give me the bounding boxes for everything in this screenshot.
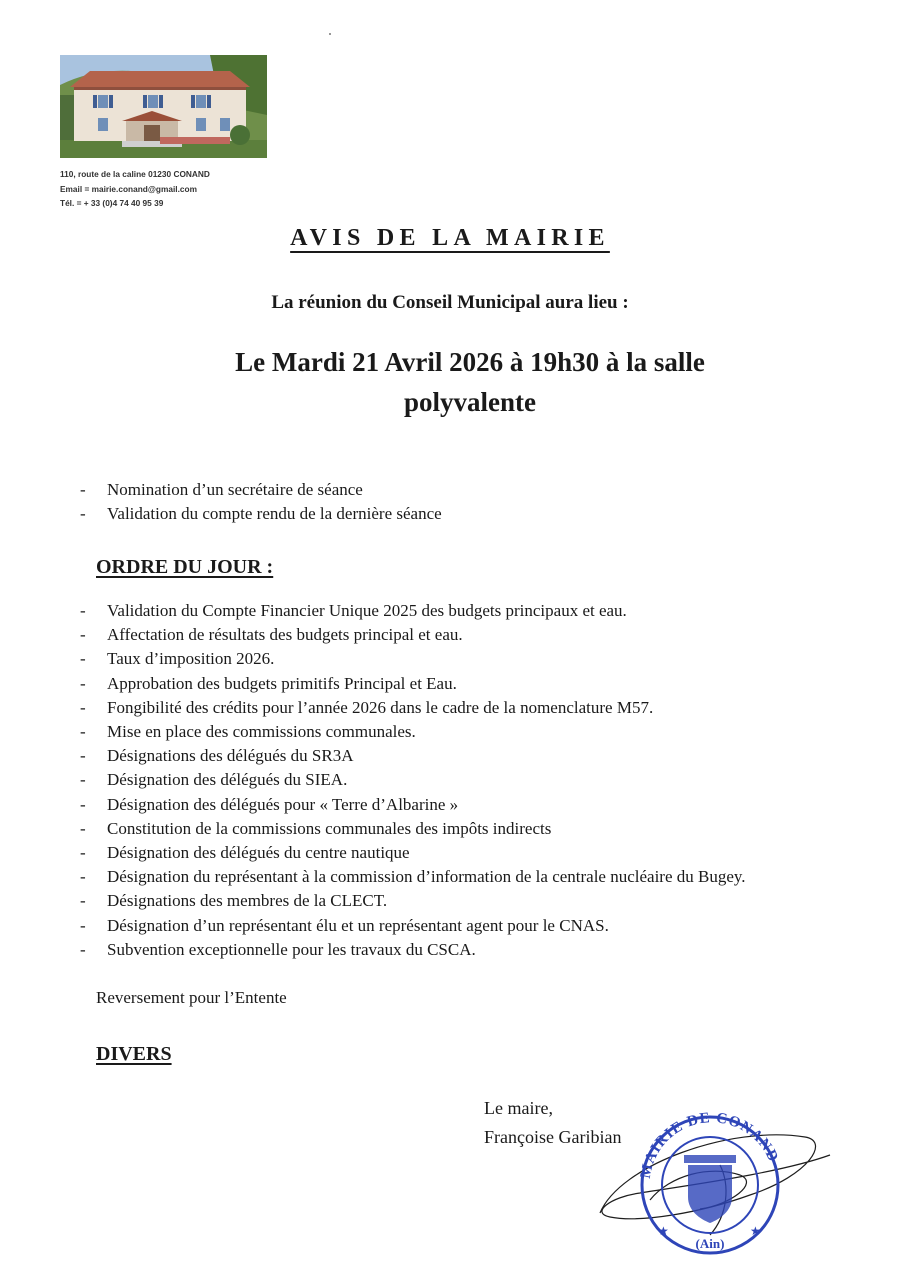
agenda-item: - Désignation du représentant à la commission d’information de la centrale nucléaire du Bugey.	[80, 865, 860, 889]
meeting-date	[0, 342, 900, 422]
preliminary-item: - Validation du compte rendu de la dernière séance	[80, 502, 860, 526]
meeting-date-line2: polyvalente	[404, 387, 536, 417]
preliminary-list	[80, 478, 860, 526]
agenda-item: - Désignations des membres de la CLECT.	[80, 889, 860, 913]
town-hall-photo	[60, 55, 267, 158]
agenda-item: - Désignation d’un représentant élu et un représentant agent pour le CNAS.	[80, 914, 860, 938]
meeting-subtitle: La réunion du Conseil Municipal aura lieu :	[271, 292, 629, 313]
agenda-list	[80, 599, 860, 962]
scan-speck	[329, 33, 331, 35]
agenda-item: - Mise en place des commissions communales.	[80, 720, 860, 744]
notice-title-wrap	[0, 225, 900, 252]
preliminary-item: - Nomination d’un secrétaire de séance	[80, 478, 860, 502]
stamp-and-signature	[580, 1105, 880, 1255]
divers-heading: DIVERS	[96, 1043, 172, 1065]
agenda-item: - Taux d’imposition 2026.	[80, 647, 860, 671]
stamp-sub: (Ain)	[695, 1236, 725, 1251]
notice-title: AVIS DE LA MAIRIE	[290, 225, 610, 251]
agenda-item: - Approbation des budgets primitifs Principal et Eau.	[80, 672, 860, 696]
agenda-item: - Constitution de la commissions communales des impôts indirects	[80, 817, 860, 841]
agenda-extra: Reversement pour l’Entente	[96, 988, 287, 1007]
svg-text:★: ★	[750, 1224, 761, 1238]
email: Email = mairie.conand@gmail.com	[60, 183, 197, 194]
phone: Tél. = + 33 (0)4 74 40 95 39	[60, 198, 164, 208]
stamp-text: MAIRIE DE CONAND	[637, 1110, 782, 1180]
meeting-date-line1: Le Mardi 21 Avril 2026 à 19h30 à la salle	[235, 347, 705, 377]
agenda-item: - Désignation des délégués pour « Terre d’Albarine »	[80, 793, 860, 817]
agenda-item: - Désignations des délégués du SR3A	[80, 744, 860, 768]
svg-text:★: ★	[658, 1224, 669, 1238]
mairie-stamp	[638, 1110, 781, 1253]
mayor-name: Françoise Garibian	[484, 1127, 622, 1147]
agenda-item: - Désignation des délégués du SIEA.	[80, 768, 860, 792]
agenda-item: - Affectation de résultats des budgets principal et eau.	[80, 623, 860, 647]
address: 110, route de la caline 01230 CONAND	[60, 169, 210, 179]
agenda-item: - Fongibilité des crédits pour l’année 2026 dans le cadre de la nomenclature M57.	[80, 696, 860, 720]
contact-block	[60, 167, 210, 211]
mayor-title: Le maire,	[484, 1098, 553, 1118]
agenda-item: - Désignation des délégués du centre nautique	[80, 841, 860, 865]
agenda-item: - Validation du Compte Financier Unique 2025 des budgets principaux et eau.	[80, 599, 860, 623]
agenda-item: - Subvention exceptionnelle pour les travaux du CSCA.	[80, 938, 860, 962]
coat-of-arms-icon	[684, 1155, 736, 1223]
agenda-heading: ORDRE DU JOUR :	[96, 556, 274, 578]
